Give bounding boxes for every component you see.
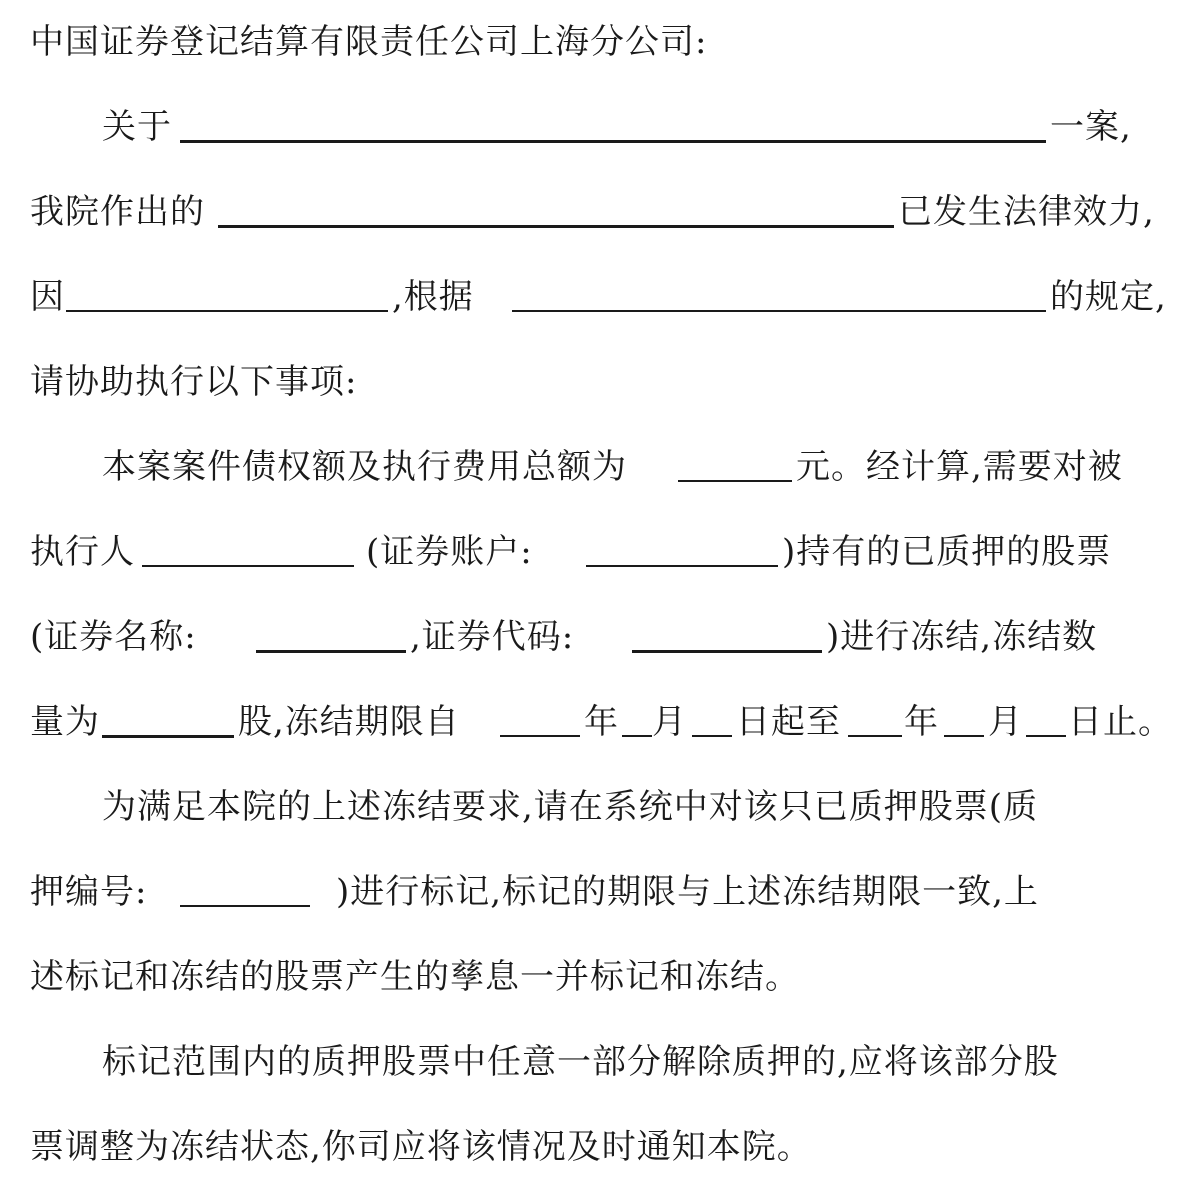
quantity-label: 量为 <box>30 702 100 742</box>
quantity-blank[interactable] <box>102 735 234 738</box>
start-month-blank[interactable] <box>622 735 652 737</box>
end-year-blank[interactable] <box>848 735 902 737</box>
one-case-label: 一案, <box>1050 107 1132 147</box>
effective-label: 已发生法律效力, <box>898 192 1155 232</box>
total-amount-blank[interactable] <box>678 480 792 482</box>
account-open: (证券账户: <box>366 532 533 572</box>
pledge-number-blank[interactable] <box>180 905 310 907</box>
shares-period-label: 股,冻结期限自 <box>238 702 460 742</box>
interest-text: 述标记和冻结的股票产生的孳息一并标记和冻结。 <box>30 957 800 997</box>
case-name-blank[interactable] <box>180 140 1046 143</box>
recipient: 中国证券登记结算有限责任公司上海分公司: <box>30 22 708 62</box>
day2-end-label: 日止。 <box>1068 702 1173 742</box>
code-label: ,证券代码: <box>410 617 575 657</box>
our-court-label: 我院作出的 <box>30 192 205 232</box>
account-blank[interactable] <box>586 565 778 567</box>
end-month-blank[interactable] <box>944 735 984 737</box>
pledge-no-label: 押编号: <box>30 872 148 912</box>
freeze-close: )进行冻结,冻结数 <box>826 617 1098 657</box>
security-name-blank[interactable] <box>256 650 406 653</box>
mark-request-text: 为满足本院的上述冻结要求,请在系统中对该只已质押股票(质 <box>102 787 1039 827</box>
notify-text: 票调整为冻结状态,你司应将该情况及时通知本院。 <box>30 1127 812 1167</box>
executee-label: 执行人 <box>30 532 135 572</box>
end-day-blank[interactable] <box>1026 735 1066 737</box>
about-label: 关于 <box>102 107 172 147</box>
total-prefix: 本案案件债权额及执行费用总额为 <box>102 447 627 487</box>
release-text: 标记范围内的质押股票中任意一部分解除质押的,应将该部分股 <box>102 1042 1059 1082</box>
regulation-label: 的规定, <box>1050 277 1167 317</box>
according-label: ,根据 <box>392 277 474 317</box>
year2-label: 年 <box>904 702 939 742</box>
account-close: )持有的已质押的股票 <box>782 532 1112 572</box>
start-day-blank[interactable] <box>692 735 732 737</box>
executee-blank[interactable] <box>142 565 354 567</box>
because-label: 因 <box>30 277 65 317</box>
reason-blank[interactable] <box>66 310 388 312</box>
mark-after-text: )进行标记,标记的期限与上述冻结期限一致,上 <box>336 872 1039 912</box>
regulation-blank[interactable] <box>512 310 1046 312</box>
security-code-blank[interactable] <box>632 650 822 653</box>
day1-start-label: 日起至 <box>736 702 841 742</box>
month2-label: 月 <box>988 702 1023 742</box>
start-year-blank[interactable] <box>500 735 580 737</box>
name-open: (证券名称: <box>30 617 197 657</box>
month1-label: 月 <box>652 702 687 742</box>
judgment-blank[interactable] <box>218 225 894 228</box>
year1-label: 年 <box>584 702 619 742</box>
request-label: 请协助执行以下事项: <box>30 362 358 402</box>
total-suffix: 元。经计算,需要对被 <box>796 447 1123 487</box>
